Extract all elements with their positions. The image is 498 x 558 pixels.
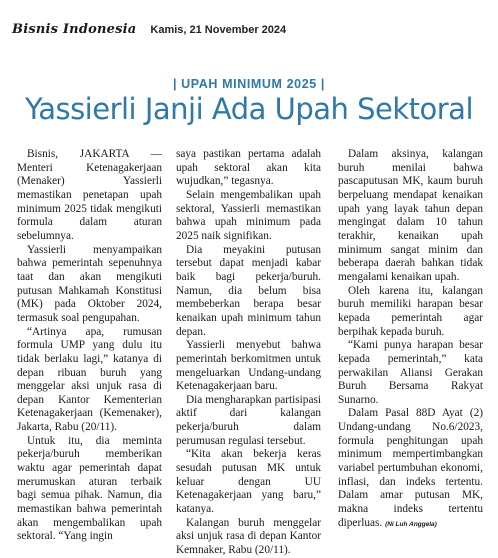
paragraph bbox=[338, 407, 483, 531]
article-headline: Yassierli Janji Ada Upah Sektoral bbox=[24, 92, 474, 126]
paragraph-text: Dalam Pasal 88D Ayat (2) Undang-undang No.6/2023, formula penghitungan upah minimum mempertimbangkan variabel pertumbuhan ekonomi, inflasi, dan indeks tertentu. Dalam amar putusan MK, makna indeks tertentu diperluas. bbox=[338, 407, 483, 529]
paragraph: Untuk itu, dia meminta pekerja/buruh memberikan waktu agar pemerintah dapat merumuskan aturan terbaik bagi semua pihak. Namun, dia memastikan bahwa pemerintah akan mengembalikan upah sektoral. “Yang ingin bbox=[17, 434, 162, 543]
byline: (Ni Luh Anggela) bbox=[385, 520, 437, 528]
paragraph: Yassierli menyebut bahwa pemerintah berkomitmen untuk mengeluarkan Undang-undang Ketenagakerjaan baru. bbox=[176, 339, 321, 393]
paragraph: Dia meyakini putusan tersebut dapat menjadi kabar baik bagi pekerja/buruh. Namun, dia belum bisa membeberkan berapa besar kenaikan upah minimum tahun depan. bbox=[176, 243, 321, 338]
paragraph: Yassierli menyampaikan bahwa pemerintah sepenuhnya taat dan akan mengikuti putusan Mahkamah Konstitusi (MK) pada Oktober 2024, termasuk soal pengupahan. bbox=[17, 243, 162, 324]
masthead bbox=[12, 22, 286, 37]
paragraph: Selain mengembalikan upah sektoral, Yassierli memastikan bahwa upah minimum pada 2025 naik signifikan. bbox=[176, 188, 321, 242]
paragraph: “Kami punya harapan besar kepada pemerintah,” kata perwakilan Aliansi Gerakan Buruh Bersama Rakyat Sunarno. bbox=[338, 339, 483, 406]
paragraph: Dalam aksinya, kalangan buruh menilai bahwa pascaputusan MK, kaum buruh berpeluang mendapat kenaikan upah yang layak tahun depan mengingat dalam 10 tahun terakhir, kenaikan upah minimum sangat minim dan beberapa daerah bahkan tidak mengalami kenaikan upah. bbox=[338, 148, 483, 283]
publication-date: Kamis, 21 November 2024 bbox=[150, 24, 287, 36]
paragraph: Kalangan buruh menggelar aksi unjuk rasa di depan Kantor Kemnaker, Rabu (20/11). bbox=[176, 516, 321, 557]
paragraph: “Artinya apa, rumusan formula UMP yang dulu itu tidak berlaku lagi,” katanya di depan ribuan buruh yang menggelar aksi unjuk rasa di depan Kantor Kementerian Ketenagakerjaan (Kemenaker), Jakarta, Rabu (20/11). bbox=[17, 325, 162, 434]
paragraph: Bisnis, JAKARTA — Menteri Ketenagakerjaan (Menaker) Yassierli memastikan penetapan upah minimum 2025 tidak mengikuti formula dalam aturan sebelumnya. bbox=[17, 148, 162, 242]
paragraph: Oleh karena itu, kalangan buruh memiliki harapan besar kepada pemerintah agar berpihak kepada buruh. bbox=[338, 284, 483, 338]
section-rubric: | UPAH MINIMUM 2025 | bbox=[172, 77, 326, 91]
paragraph: saya pastikan pertama adalah upah sektoral akan kita wujudkan,” tegasnya. bbox=[176, 148, 321, 188]
paragraph: Dia mengharapkan partisipasi aktif dari kalangan pekerja/buruh dalam perumusan regulasi tersebut. bbox=[176, 393, 321, 447]
article-column-3 bbox=[338, 148, 483, 531]
article-column-1 bbox=[17, 148, 162, 544]
paragraph: “Kita akan bekerja keras sesudah putusan MK untuk keluar dengan UU Ketenagakerjaan yang baru,” katanya. bbox=[176, 448, 321, 516]
article-column-2 bbox=[176, 148, 321, 558]
publication-name: Bisnis Indonesia bbox=[12, 22, 137, 37]
